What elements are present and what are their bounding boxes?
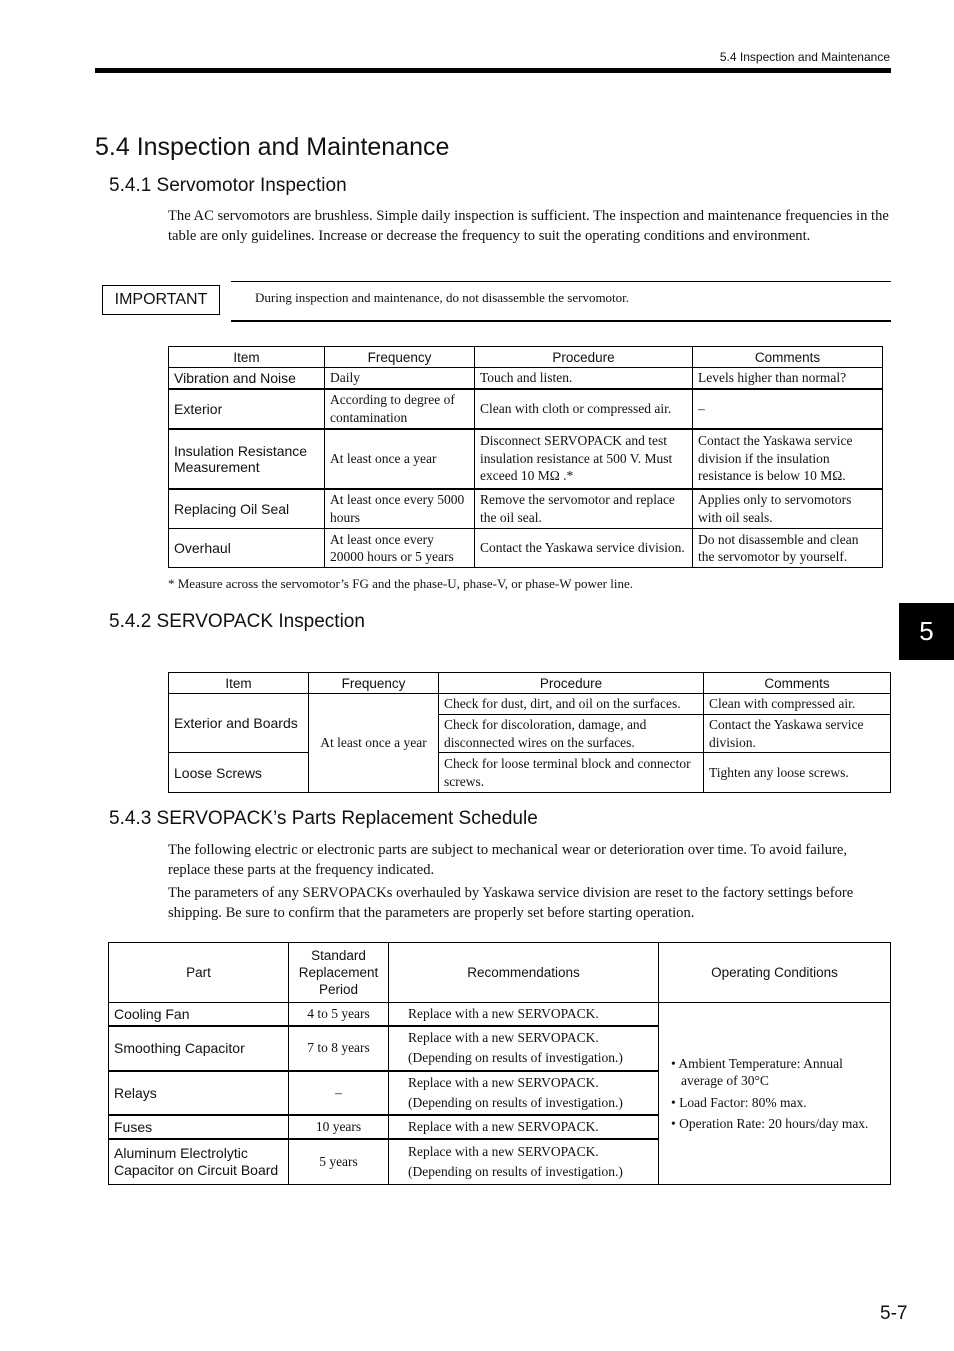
operating-conditions-cell bbox=[659, 1003, 891, 1185]
table-header-row bbox=[109, 943, 891, 1003]
table-cell: Applies only to servomotors with oil seals. bbox=[693, 489, 883, 529]
table-cell: Contact the Yaskawa service division. bbox=[704, 715, 891, 753]
table-row bbox=[169, 368, 883, 389]
table-cell: According to degree of contamination bbox=[325, 389, 475, 429]
table-cell: Check for dust, dirt, and oil on the surfaces. bbox=[439, 694, 704, 715]
important-text: During inspection and maintenance, do not disassemble the servomotor. bbox=[255, 290, 630, 305]
table-cell: 4 to 5 years bbox=[289, 1003, 389, 1026]
table-cell: Do not disassemble and clean the servomotor by yourself. bbox=[693, 529, 883, 568]
column-header: Item bbox=[169, 347, 325, 368]
column-header: Frequency bbox=[309, 673, 439, 694]
table-cell: Exterior bbox=[169, 389, 325, 429]
table-cell: – bbox=[693, 389, 883, 429]
table-cell: Daily bbox=[325, 368, 475, 389]
parts-schedule-paragraph-2: The parameters of any SERVOPACKs overhauled by Yaskawa service division are reset to the factory settings before shipping. Be sure to confirm that the parameters are properly set before starting operation. bbox=[168, 885, 854, 921]
table-cell: 5 years bbox=[289, 1139, 389, 1185]
table-row bbox=[169, 753, 891, 793]
column-header: Frequency bbox=[325, 347, 475, 368]
subsection-title-servomotor: 5.4.1 Servomotor Inspection bbox=[109, 175, 347, 196]
running-header: 5.4 Inspection and Maintenance bbox=[719, 50, 890, 64]
table-row bbox=[169, 529, 883, 568]
table-cell: Replacing Oil Seal bbox=[169, 489, 325, 529]
section-title: 5.4 Inspection and Maintenance bbox=[95, 133, 450, 161]
table-cell: Replace with a new SERVOPACK. bbox=[389, 1115, 659, 1139]
table-cell: Clean with compressed air. bbox=[704, 694, 891, 715]
header-rule bbox=[95, 68, 891, 73]
important-bottom-rule bbox=[231, 320, 891, 322]
table-cell: Aluminum Electrolytic Capacitor on Circuit Board bbox=[109, 1139, 289, 1185]
page-number: 5-7 bbox=[880, 1303, 908, 1324]
table-cell: Cooling Fan bbox=[109, 1003, 289, 1026]
table-cell: At least once every 20000 hours or 5 years bbox=[325, 529, 475, 568]
operating-conditions-list bbox=[671, 1055, 885, 1133]
table-cell: Tighten any loose screws. bbox=[704, 753, 891, 793]
servomotor-intro: The AC servomotors are brushless. Simple daily inspection is sufficient. The inspection and maintenance frequencies in the table are only guidelines. Increase or decrease the frequency to suit the operating conditions and environment. bbox=[168, 208, 889, 244]
column-header: Standard Replacement Period bbox=[289, 943, 389, 1003]
table-header-row bbox=[169, 673, 891, 694]
table-cell: Check for loose terminal block and connector screws. bbox=[439, 753, 704, 793]
table-cell: Relays bbox=[109, 1071, 289, 1115]
servomotor-inspection-table bbox=[168, 346, 883, 568]
table-row bbox=[169, 489, 883, 529]
table-cell: 7 to 8 years bbox=[289, 1026, 389, 1071]
table-cell: Replace with a new SERVOPACK. (Depending on results of investigation.) bbox=[389, 1026, 659, 1071]
table-row bbox=[169, 694, 891, 715]
table-cell: Loose Screws bbox=[169, 753, 309, 793]
table-row bbox=[169, 429, 883, 489]
table-cell: Exterior and Boards bbox=[169, 694, 309, 753]
table-header-row bbox=[169, 347, 883, 368]
table-cell: Touch and listen. bbox=[475, 368, 693, 389]
table-cell: Replace with a new SERVOPACK. bbox=[389, 1003, 659, 1026]
chapter-tab: 5 bbox=[899, 603, 954, 660]
column-header: Item bbox=[169, 673, 309, 694]
column-header: Part bbox=[109, 943, 289, 1003]
subsection-title-parts-schedule: 5.4.3 SERVOPACK’s Parts Replacement Schedule bbox=[109, 808, 538, 829]
table-cell: Smoothing Capacitor bbox=[109, 1026, 289, 1071]
list-item: • Operation Rate: 20 hours/day max. bbox=[671, 1116, 869, 1131]
table-cell: Contact the Yaskawa service division if the insulation resistance is below 10 MΩ. bbox=[693, 429, 883, 489]
footnote: * Measure across the servomotor’s FG and the phase-U, phase-V, or phase-W power line. bbox=[168, 576, 633, 591]
table-cell: Vibration and Noise bbox=[169, 368, 325, 389]
table-cell: Replace with a new SERVOPACK. (Depending on results of investigation.) bbox=[389, 1071, 659, 1115]
table-cell: Contact the Yaskawa service division. bbox=[475, 529, 693, 568]
important-label: IMPORTANT bbox=[102, 285, 220, 315]
servopack-inspection-table bbox=[168, 672, 891, 793]
subsection-title-servopack: 5.4.2 SERVOPACK Inspection bbox=[109, 611, 365, 632]
column-header: Comments bbox=[693, 347, 883, 368]
table-cell: Disconnect SERVOPACK and test insulation resistance at 500 V. Must exceed 10 MΩ .* bbox=[475, 429, 693, 489]
table-cell: Clean with cloth or compressed air. bbox=[475, 389, 693, 429]
column-header: Operating Conditions bbox=[659, 943, 891, 1003]
table-cell: 10 years bbox=[289, 1115, 389, 1139]
table-cell: Insulation Resistance Measurement bbox=[169, 429, 325, 489]
table-cell: Check for discoloration, damage, and disconnected wires on the surfaces. bbox=[439, 715, 704, 753]
table-cell: Fuses bbox=[109, 1115, 289, 1139]
table-cell: Levels higher than normal? bbox=[693, 368, 883, 389]
column-header: Procedure bbox=[439, 673, 704, 694]
table-cell: – bbox=[289, 1071, 389, 1115]
table-cell: Overhaul bbox=[169, 529, 325, 568]
important-top-rule bbox=[231, 281, 891, 282]
parts-replacement-table bbox=[108, 942, 891, 1185]
parts-schedule-paragraph-1: The following electric or electronic parts are subject to mechanical wear or deterioration over time. To avoid failure, replace these parts at the frequency indicated. bbox=[168, 842, 848, 878]
list-item: • Ambient Temperature: Annual average of 30°C bbox=[671, 1055, 843, 1088]
list-item: • Load Factor: 80% max. bbox=[671, 1094, 807, 1110]
column-header: Procedure bbox=[475, 347, 693, 368]
table-cell: Remove the servomotor and replace the oil seal. bbox=[475, 489, 693, 529]
table-cell: At least once a year bbox=[325, 429, 475, 489]
column-header: Recommendations bbox=[389, 943, 659, 1003]
table-row bbox=[109, 1003, 891, 1026]
table-cell: At least once a year bbox=[309, 694, 439, 793]
table-cell: At least once every 5000 hours bbox=[325, 489, 475, 529]
column-header: Comments bbox=[704, 673, 891, 694]
table-row bbox=[169, 389, 883, 429]
table-cell: Replace with a new SERVOPACK. (Depending on results of investigation.) bbox=[389, 1139, 659, 1185]
